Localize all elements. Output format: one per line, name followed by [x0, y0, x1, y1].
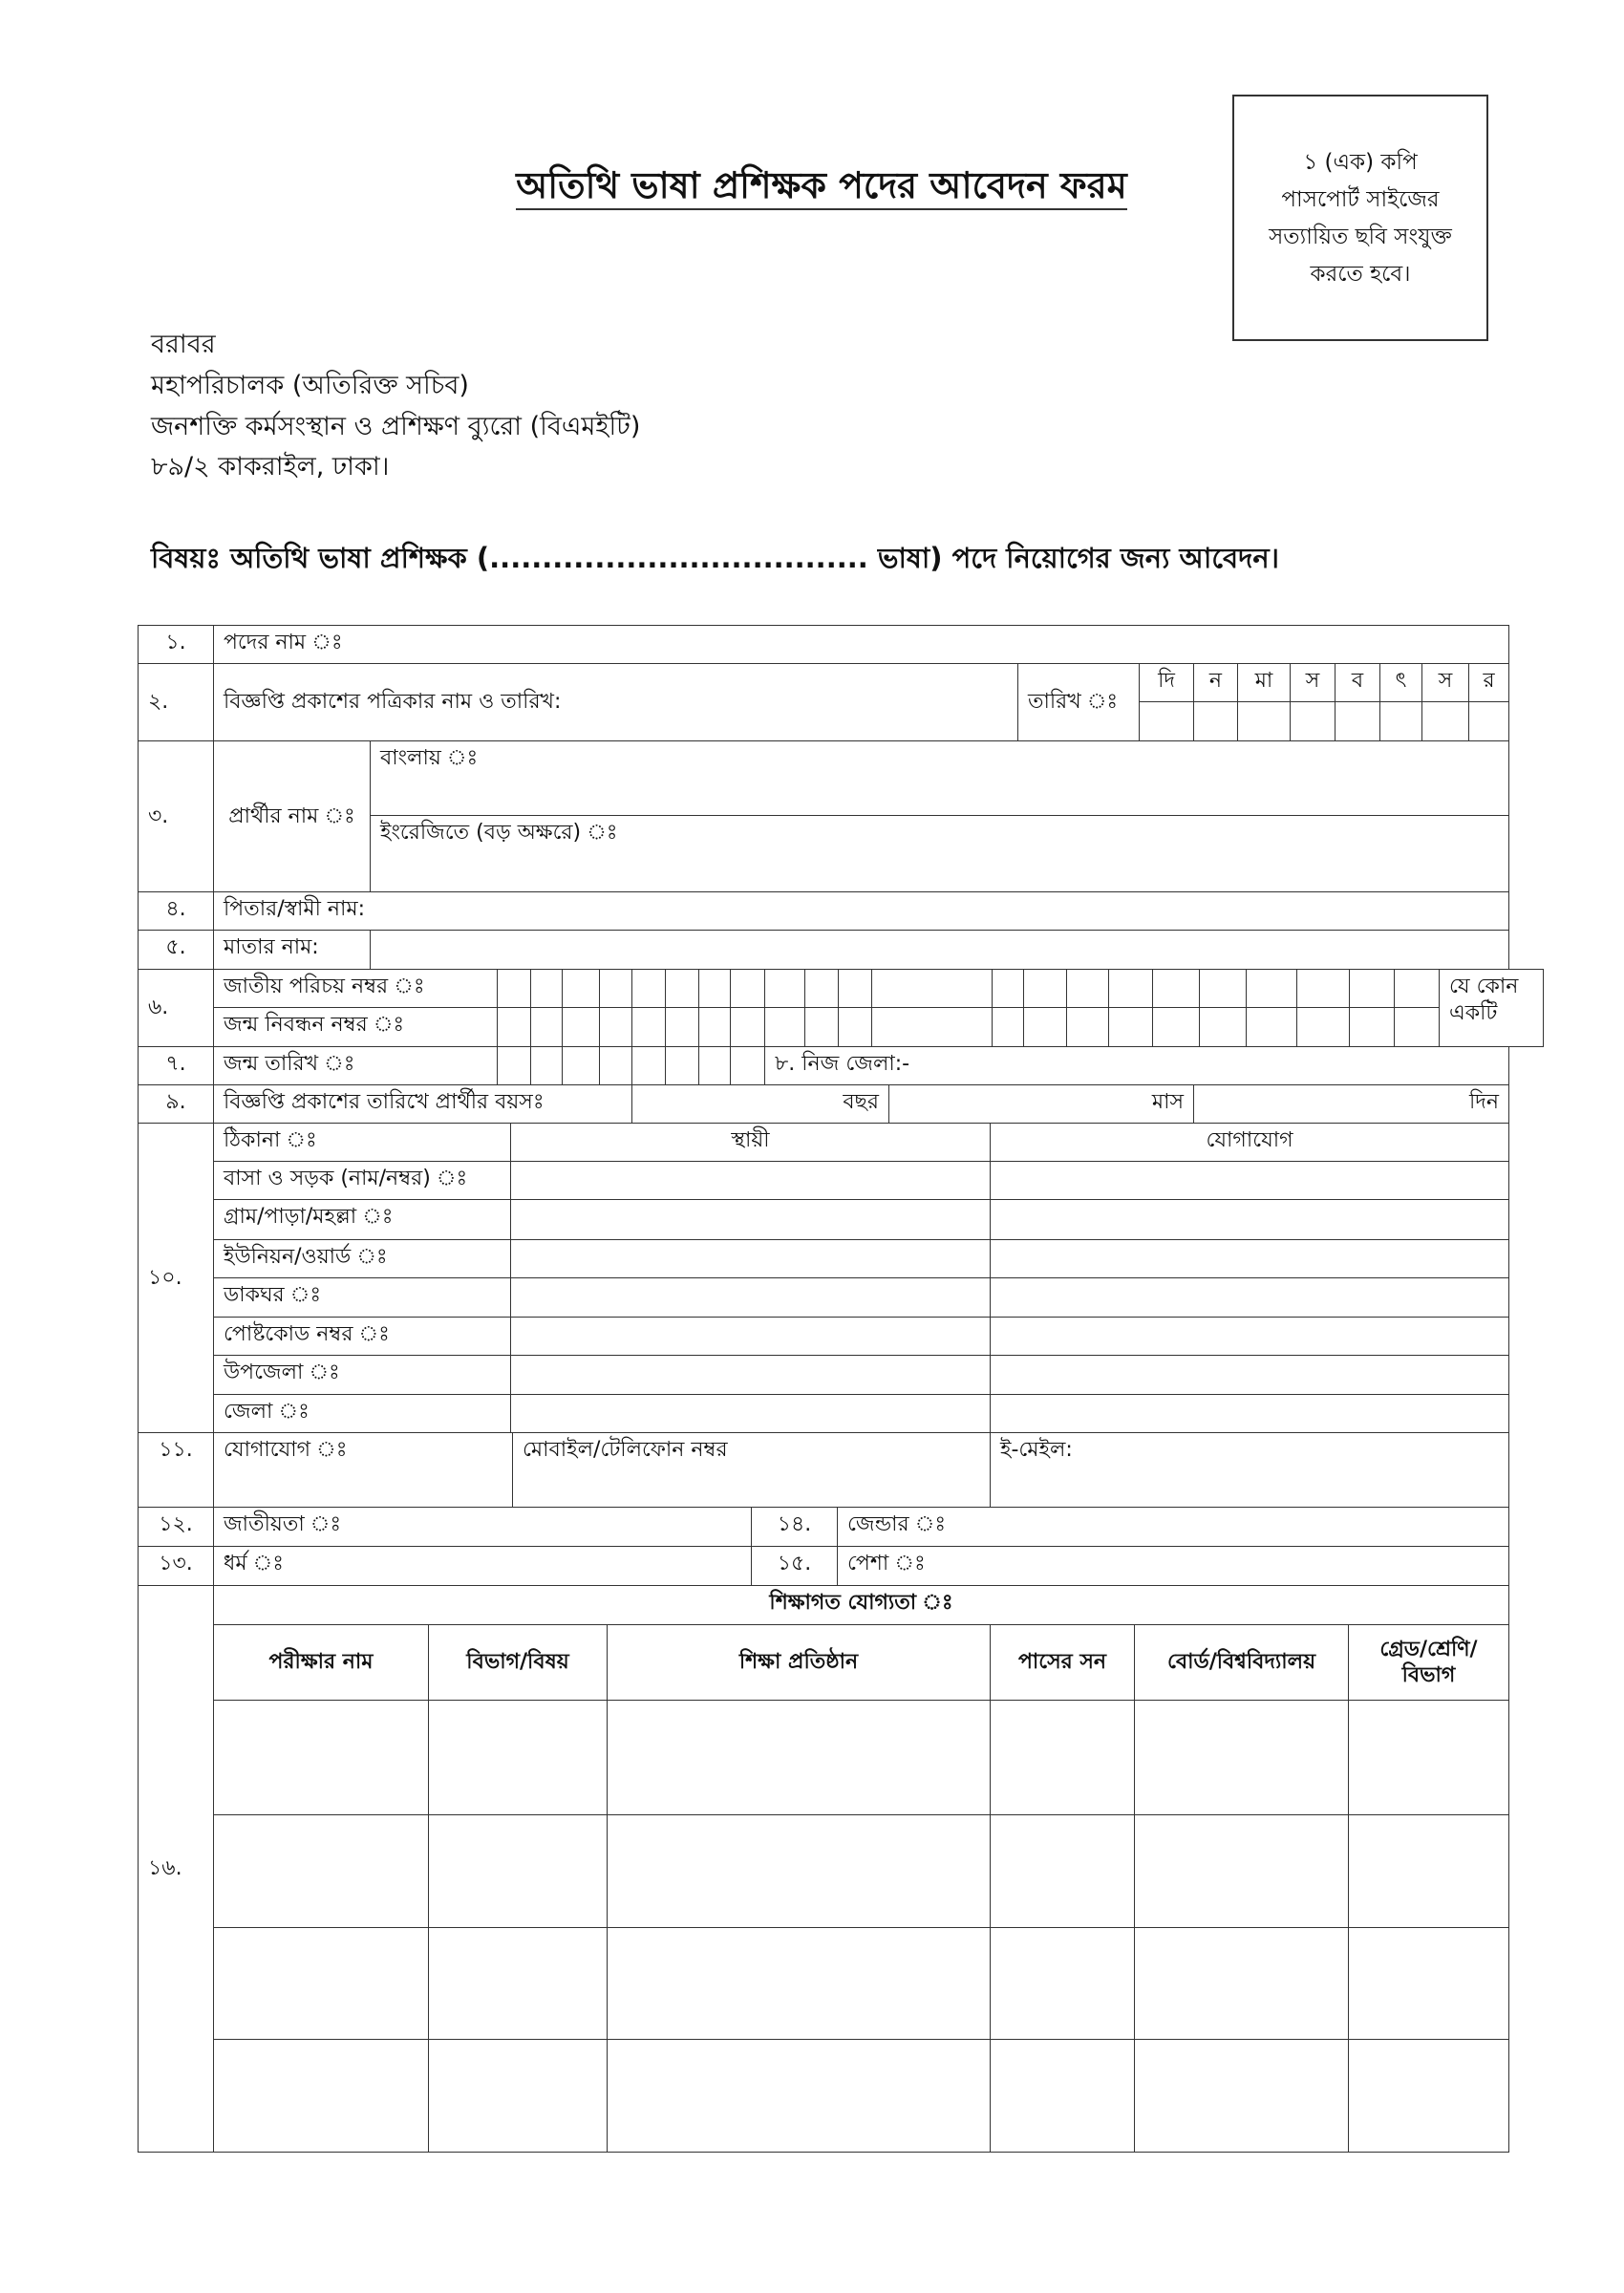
row-number: ৩.: [138, 740, 214, 892]
address-line: জনশক্তি কর্মসংস্থান ও প্রশিক্ষণ ব্যুরো (বিএমইটি): [151, 412, 641, 441]
nid-digit-box[interactable]: [1023, 969, 1067, 1008]
nid-digit-box[interactable]: [562, 969, 600, 1008]
birth-reg-digit-box[interactable]: [599, 1007, 632, 1047]
nid-digit-box[interactable]: [665, 969, 699, 1008]
permanent-address-input[interactable]: [510, 1355, 991, 1395]
education-cell[interactable]: [1348, 1927, 1509, 2040]
education-cell[interactable]: [1348, 2039, 1509, 2153]
nid-digit-box[interactable]: [992, 969, 1024, 1008]
address-row-label: গ্রাম/পাড়া/মহল্লা ঃ: [213, 1199, 511, 1240]
row-number: ২.: [138, 663, 214, 741]
date-box-input[interactable]: [1468, 701, 1509, 741]
nid-digit-box[interactable]: [1199, 969, 1247, 1008]
birth-reg-digit-box[interactable]: [730, 1007, 765, 1047]
education-column-header: বোর্ড/বিশ্ববিদ্যালয়: [1134, 1624, 1349, 1701]
row-number: ৬.: [138, 969, 214, 1047]
education-column-header: পাসের সন: [990, 1624, 1135, 1701]
age-label: বিজ্ঞপ্তি প্রকাশের তারিখে প্রার্থীর বয়সঃ: [213, 1084, 632, 1124]
birth-reg-digit-box[interactable]: [1066, 1007, 1109, 1047]
education-cell[interactable]: [428, 2039, 608, 2153]
birth-reg-digit-box[interactable]: [764, 1007, 805, 1047]
date-box-input[interactable]: [1290, 701, 1336, 741]
photo-box: [1232, 95, 1488, 341]
education-cell[interactable]: [213, 1927, 429, 2040]
nid-digit-box[interactable]: [599, 969, 632, 1008]
address-row-label: বাসা ও সড়ক (নাম/নম্বর) ঃ: [213, 1161, 511, 1200]
mother-name-label: মাতার নাম:: [213, 930, 371, 970]
row-number: ৫.: [138, 930, 214, 970]
row-number: ১২.: [138, 1507, 214, 1547]
nid-digit-box[interactable]: [1066, 969, 1109, 1008]
education-column-header: গ্রেড/শ্রেণি/ বিভাগ: [1348, 1624, 1509, 1701]
nid-digit-box[interactable]: [871, 969, 993, 1008]
father-name-field[interactable]: পিতার/স্বামী নাম:: [213, 891, 1509, 931]
row-number: ১১.: [138, 1432, 214, 1508]
education-cell[interactable]: [1348, 1700, 1509, 1815]
dob-label: জন্ম তারিখ ঃ: [213, 1046, 498, 1085]
nid-digit-box[interactable]: [1394, 969, 1440, 1008]
permanent-header: স্থায়ী: [510, 1123, 991, 1162]
religion-field[interactable]: ধর্ম ঃ: [213, 1546, 752, 1586]
nid-digit-box[interactable]: [1152, 969, 1200, 1008]
permanent-address-input[interactable]: [510, 1161, 991, 1200]
date-box-header: মা: [1237, 663, 1291, 702]
applicant-name-label: প্রার্থীর নাম ঃ: [213, 740, 371, 892]
education-cell[interactable]: [990, 1927, 1135, 2040]
address-row-label: উপজেলা ঃ: [213, 1355, 511, 1395]
age-day-field[interactable]: দিন: [1193, 1084, 1509, 1124]
date-box-header: ব: [1335, 663, 1380, 702]
education-cell[interactable]: [213, 2039, 429, 2153]
birth-reg-digit-box[interactable]: [1152, 1007, 1200, 1047]
education-cell[interactable]: [213, 1814, 429, 1928]
row-number: ১৩.: [138, 1546, 214, 1586]
nid-digit-box[interactable]: [764, 969, 805, 1008]
mobile-field[interactable]: মোবাইল/টেলিফোন নম্বর: [512, 1432, 991, 1508]
birth-reg-digit-box[interactable]: [1108, 1007, 1153, 1047]
education-cell[interactable]: [607, 1814, 991, 1928]
post-name-field[interactable]: পদের নাম ঃ: [213, 625, 1509, 664]
photo-note-line: পাসপোর্ট সাইজের: [1281, 187, 1440, 212]
nid-digit-box[interactable]: [838, 969, 872, 1008]
birth-reg-digit-box[interactable]: [1023, 1007, 1067, 1047]
nid-digit-box[interactable]: [804, 969, 839, 1008]
permanent-address-input[interactable]: [510, 1317, 991, 1356]
dob-digit-box[interactable]: [631, 1046, 666, 1085]
dob-digit-box[interactable]: [665, 1046, 699, 1085]
nid-digit-box[interactable]: [530, 969, 563, 1008]
education-cell[interactable]: [990, 1700, 1135, 1815]
address-row-label: জেলা ঃ: [213, 1394, 511, 1433]
email-field[interactable]: ই-মেইল:: [990, 1432, 1509, 1508]
birth-reg-digit-box[interactable]: [1246, 1007, 1297, 1047]
date-box-header: স: [1290, 663, 1336, 702]
birth-reg-label: জন্ম নিবন্ধন নম্বর ঃ: [213, 1007, 498, 1047]
photo-note-line: করতে হবে।: [1310, 262, 1411, 287]
birth-reg-digit-box[interactable]: [1296, 1007, 1350, 1047]
permanent-address-input[interactable]: [510, 1199, 991, 1240]
gender-field[interactable]: জেন্ডার ঃ: [837, 1507, 1509, 1547]
birth-reg-digit-box[interactable]: [1394, 1007, 1440, 1047]
birth-reg-digit-box[interactable]: [1349, 1007, 1395, 1047]
age-year-field[interactable]: বছর: [631, 1084, 889, 1124]
row-number: ৪.: [138, 891, 214, 931]
education-cell[interactable]: [428, 1700, 608, 1815]
nid-digit-box[interactable]: [1296, 969, 1350, 1008]
birth-reg-digit-box[interactable]: [698, 1007, 731, 1047]
education-cell[interactable]: [428, 1814, 608, 1928]
nid-label: জাতীয় পরিচয় নম্বর ঃ: [213, 969, 498, 1008]
birth-reg-digit-box[interactable]: [530, 1007, 563, 1047]
row-number: ১.: [138, 625, 214, 664]
date-box-header: র: [1468, 663, 1509, 702]
contact-address-input[interactable]: [990, 1277, 1509, 1318]
education-cell[interactable]: [1134, 1814, 1349, 1928]
photo-note-line: ১ (এক) কপি: [1303, 150, 1418, 175]
any-one-note: যে কোন একটি: [1439, 969, 1544, 1047]
row-number: ৭.: [138, 1046, 214, 1085]
education-cell[interactable]: [428, 1927, 608, 2040]
date-box-header: ৎ: [1379, 663, 1422, 702]
occupation-field[interactable]: পেশা ঃ: [837, 1546, 1509, 1586]
row-number: ১৪.: [751, 1507, 838, 1547]
contact-header: যোগাযোগ: [990, 1123, 1509, 1162]
photo-note-line: সত্যায়িত ছবি সংযুক্ত: [1269, 225, 1452, 249]
date-box-input[interactable]: [1139, 701, 1194, 741]
row-number: ১৫.: [751, 1546, 838, 1586]
dob-digit-box[interactable]: [730, 1046, 765, 1085]
birth-reg-digit-box[interactable]: [1199, 1007, 1247, 1047]
address-row-label: ডাকঘর ঃ: [213, 1277, 511, 1318]
permanent-address-input[interactable]: [510, 1277, 991, 1318]
row-number: ১০.: [138, 1123, 214, 1433]
permanent-address-input[interactable]: [510, 1239, 991, 1278]
contact-address-input[interactable]: [990, 1394, 1509, 1433]
age-month-field[interactable]: মাস: [888, 1084, 1194, 1124]
nid-digit-box[interactable]: [497, 969, 531, 1008]
address-line: মহাপরিচালক (অতিরিক্ত সচিব): [151, 371, 469, 400]
contact-address-input[interactable]: [990, 1199, 1509, 1240]
dob-digit-box[interactable]: [530, 1046, 563, 1085]
nid-digit-box[interactable]: [1246, 969, 1297, 1008]
birth-reg-digit-box[interactable]: [871, 1007, 993, 1047]
birth-reg-digit-box[interactable]: [631, 1007, 666, 1047]
education-cell[interactable]: [990, 1814, 1135, 1928]
contact-address-input[interactable]: [990, 1317, 1509, 1356]
nid-digit-box[interactable]: [1108, 969, 1153, 1008]
education-cell[interactable]: [1134, 1927, 1349, 2040]
address-label: ঠিকানা ঃ: [213, 1123, 511, 1162]
education-cell[interactable]: [213, 1700, 429, 1815]
date-box-input[interactable]: [1193, 701, 1238, 741]
nid-digit-box[interactable]: [1349, 969, 1395, 1008]
address-line: বরাবর: [151, 330, 216, 359]
nationality-field[interactable]: জাতীয়তা ঃ: [213, 1507, 752, 1547]
education-cell[interactable]: [607, 1700, 991, 1815]
education-cell[interactable]: [1348, 1814, 1509, 1928]
date-box-header: দি: [1139, 663, 1194, 702]
education-column-header: পরীক্ষার নাম: [213, 1624, 429, 1701]
row-number: ৯.: [138, 1084, 214, 1124]
subject-line: বিষয়ঃ অতিথি ভাষা প্রশিক্ষক (.................................... ভাষা) পদে নিয়োগের জন্য আবেদন।: [151, 542, 1280, 574]
birth-reg-digit-box[interactable]: [838, 1007, 872, 1047]
dob-digit-box[interactable]: [562, 1046, 600, 1085]
mother-name-input[interactable]: [370, 930, 1509, 970]
birth-reg-digit-box[interactable]: [562, 1007, 600, 1047]
education-header: শিক্ষাগত যোগ্যতা ঃ: [213, 1585, 1509, 1625]
birth-reg-digit-box[interactable]: [992, 1007, 1024, 1047]
birth-reg-digit-box[interactable]: [804, 1007, 839, 1047]
contact-address-input[interactable]: [990, 1239, 1509, 1278]
nid-digit-box[interactable]: [698, 969, 731, 1008]
name-bangla-field[interactable]: বাংলায় ঃ: [370, 740, 1509, 816]
education-cell[interactable]: [990, 2039, 1135, 2153]
address-line: ৮৯/২ কাকরাইল, ঢাকা।: [151, 452, 390, 482]
contact-label: যোগাযোগ ঃ: [213, 1432, 513, 1508]
education-cell[interactable]: [1134, 2039, 1349, 2153]
birth-reg-digit-box[interactable]: [497, 1007, 531, 1047]
name-english-field[interactable]: ইংরেজিতে (বড় অক্ষরে) ঃ: [370, 815, 1509, 892]
dob-digit-box[interactable]: [599, 1046, 632, 1085]
education-cell[interactable]: [607, 1927, 991, 2040]
birth-reg-digit-box[interactable]: [665, 1007, 699, 1047]
date-box-input[interactable]: [1335, 701, 1380, 741]
dob-digit-box[interactable]: [497, 1046, 531, 1085]
date-box-input[interactable]: [1421, 701, 1469, 741]
address-row-label: ইউনিয়ন/ওয়ার্ড ঃ: [213, 1239, 511, 1278]
date-box-header: ন: [1193, 663, 1238, 702]
form-title: অতিথি ভাষা প্রশিক্ষক পদের আবেদন ফরম: [0, 158, 1624, 219]
row-number: ১৬.: [138, 1585, 214, 2153]
nid-digit-box[interactable]: [730, 969, 765, 1008]
newspaper-field[interactable]: বিজ্ঞপ্তি প্রকাশের পত্রিকার নাম ও তারিখ:: [213, 663, 1018, 741]
education-column-header: শিক্ষা প্রতিষ্ঠান: [607, 1624, 991, 1701]
date-box-header: স: [1421, 663, 1469, 702]
address-row-label: পোষ্টকোড নম্বর ঃ: [213, 1317, 511, 1356]
education-column-header: বিভাগ/বিষয়: [428, 1624, 608, 1701]
date-label: তারিখ ঃ: [1017, 663, 1140, 741]
date-box-input[interactable]: [1237, 701, 1291, 741]
contact-address-input[interactable]: [990, 1161, 1509, 1200]
date-box-input[interactable]: [1379, 701, 1422, 741]
education-cell[interactable]: [607, 2039, 991, 2153]
nid-digit-box[interactable]: [631, 969, 666, 1008]
contact-address-input[interactable]: [990, 1355, 1509, 1395]
dob-digit-box[interactable]: [698, 1046, 731, 1085]
home-district-field[interactable]: ৮. নিজ জেলা:-: [764, 1046, 1509, 1085]
education-cell[interactable]: [1134, 1700, 1349, 1815]
permanent-address-input[interactable]: [510, 1394, 991, 1433]
